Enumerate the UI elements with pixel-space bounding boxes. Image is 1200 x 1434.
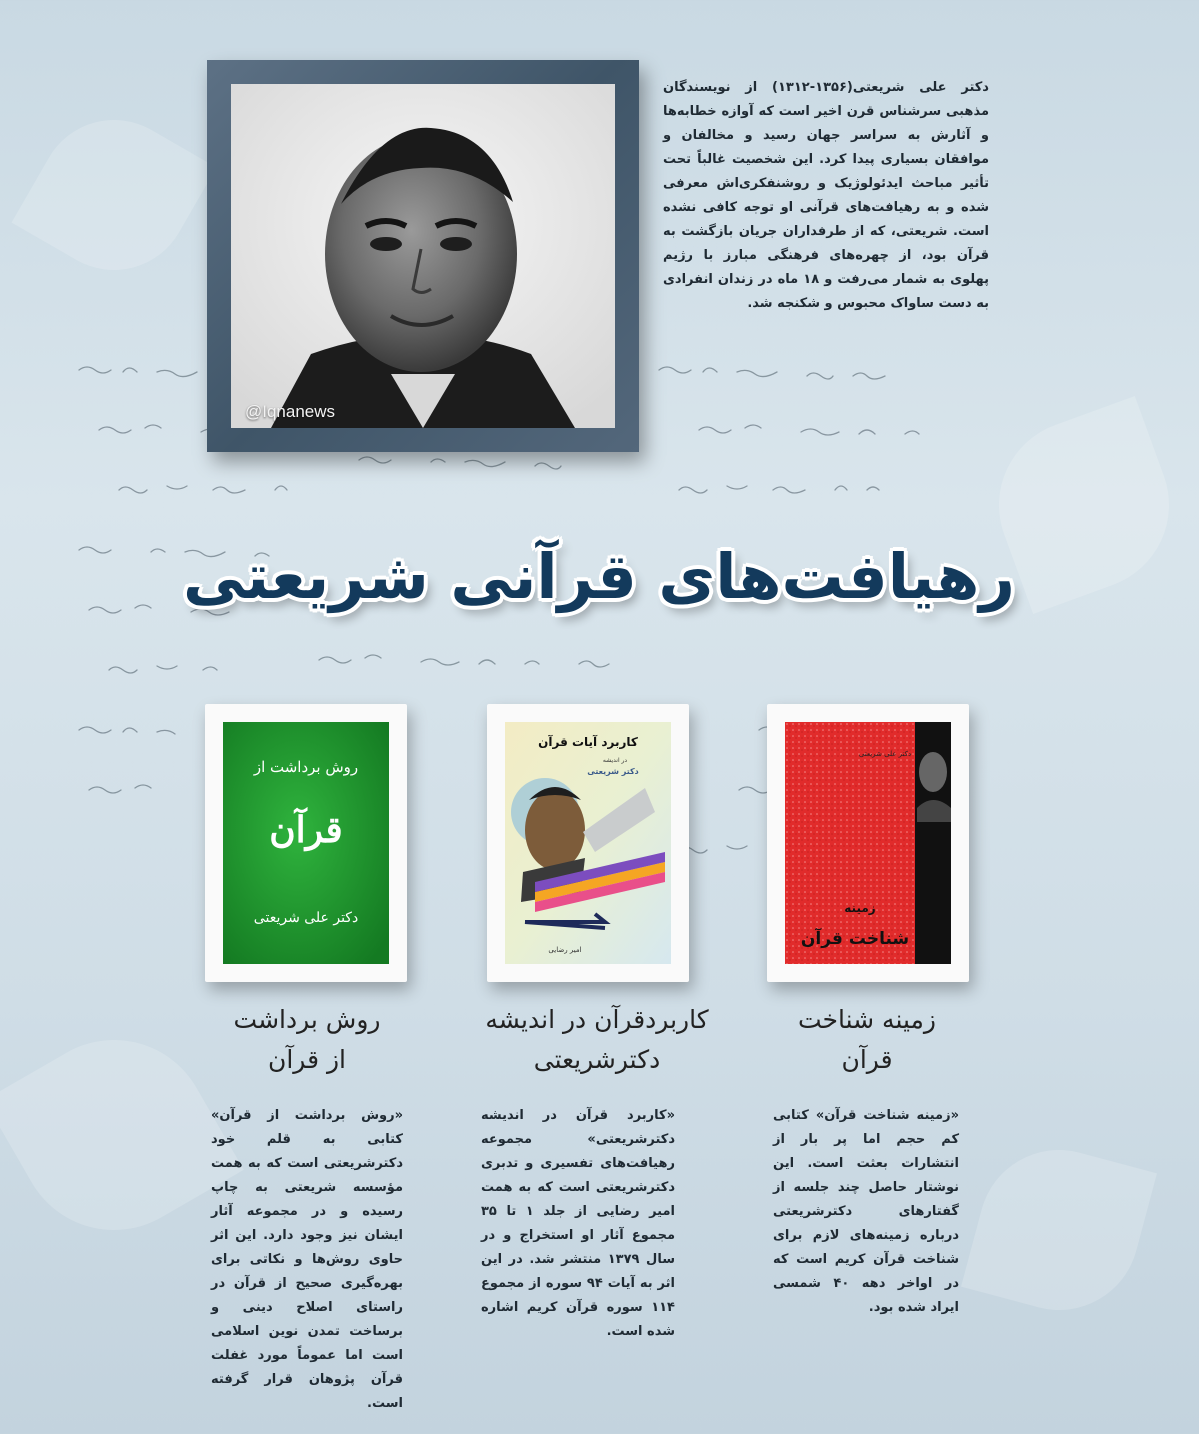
background-leaf — [962, 1132, 1158, 1328]
book-cover-ravesh — [224, 722, 390, 964]
book-cover-author: دکتر علی شریعتی — [859, 750, 913, 758]
book-cover-title-line: در اندیشه — [603, 757, 629, 764]
book-cover-title-line: دکتر شریعتی — [588, 767, 640, 776]
page-title: رهیافت‌های قرآنی شریعتی — [183, 540, 1017, 613]
book-title-line: روش برداشت — [234, 1005, 382, 1034]
book-title-line: قرآن — [842, 1045, 894, 1074]
book-cover-author: امیر رضایی — [549, 946, 583, 954]
book-description-ravesh: «روش برداشت از قرآن» کتابی به قلم خود دکترشریعتی است که به همت مؤسسه شریعتی به چاپ رسیده و در مجموعه آثار ایشان نیز وجود دارد. این اثر حاوی روش‌ها و نکاتی برای بهره‌گیری صحیح از قرآن در راستای اصلاح دینی و برساخت تمدن نوین اسلامی است اما عموماً مورد غفلت قرآن پژوهان قرار گرفته است. — [212, 1108, 404, 1411]
book-title-ravesh — [188, 1000, 428, 1080]
book-description-zamineh: «زمینه شناخت قرآن» کتابی کم حجم اما پر بار از انتشارات بعثت است. این نوشتار حاصل چند جلسه از گفتارهای دکترشریعتی درباره زمینه‌های لازم برای شناخت قرآن کریم است که در اواخر دهه ۴۰ شمسی ایراد شده بود. — [774, 1108, 960, 1315]
book-frame-ravesh — [206, 704, 408, 982]
book-cover-author: دکتر علی شریعتی — [254, 910, 360, 926]
book-title-zamineh — [748, 1000, 988, 1080]
book-cover-title-line: شناخت قرآن — [801, 929, 911, 949]
book-frame-zamineh — [768, 704, 970, 982]
portrait-photo — [232, 84, 616, 428]
book-frame-karbord — [488, 704, 690, 982]
book-cover-karbord — [506, 722, 672, 964]
intro-paragraph: دکتر علی شریعتی(۱۳۵۶-۱۳۱۲) از نویسندگان مذهبی سرشناس قرن اخیر است که آوازه خطابه‌ها و آثارش به سراسر جهان رسید و مخالفان و موافقان بسیاری پیدا کرد. این شخصیت غالباً تحت تأثیر مباحث ایدئولوژیک و روشنفکری‌اش معرفی شده و به رهیافت‌های قرآنی او توجه کافی نشده است. شریعتی، که از طرفداران جریان بازگشت به قرآن بود، از چهره‌های فرهنگی مبارز با رژیم پهلوی به شمار می‌رفت و ۱۸ ماه در زندان انفرادی به دست ساواک محبوس و شکنجه شد. — [664, 80, 990, 311]
book-cover-title-line: قرآن — [270, 809, 344, 851]
book-cover-title-line: روش برداشت از — [254, 758, 360, 776]
book-description-karbord: «کاربرد قرآن در اندیشه دکترشریعتی» مجموعه رهیافت‌های تفسیری و تدبری دکترشریعتی است که به همت امیر رضایی از جلد ۱ تا ۳۵ مجموع آثار او استخراج و در سال ۱۳۷۹ منتشر شد. در این اثر به آیات ۹۴ سوره از مجموع ۱۱۴ سوره قرآن کریم اشاره شده است. — [482, 1108, 676, 1339]
book-title-karbord — [452, 1000, 744, 1080]
portrait-frame — [208, 60, 640, 452]
book-title-line: کاربردقرآن در اندیشه — [486, 1005, 710, 1034]
book-title-line: زمینه شناخت — [798, 1005, 937, 1034]
book-title-line: از قرآن — [268, 1045, 347, 1074]
book-title-line: دکترشریعتی — [534, 1045, 662, 1074]
book-cover-zamineh — [786, 722, 952, 964]
watermark-label: @Iqnanews — [246, 402, 337, 421]
background-leaf — [13, 93, 218, 298]
book-cover-title-line: زمینه — [845, 901, 877, 915]
book-cover-title-line: کاربرد آیات قرآن — [539, 735, 639, 749]
